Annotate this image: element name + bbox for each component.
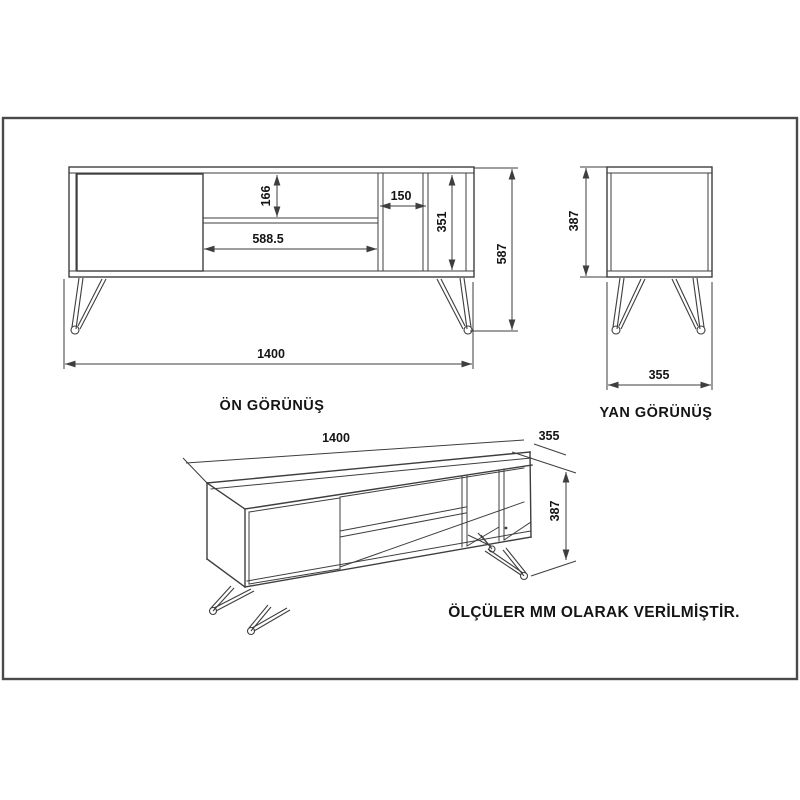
- cam-hole-mark: [505, 527, 508, 530]
- dim-perspective-depth: 355: [538, 429, 560, 443]
- dim-front-inner-height: 351: [435, 211, 449, 233]
- dim-perspective-body-height: 387: [548, 500, 562, 522]
- dim-front-total-height: 587: [495, 243, 509, 265]
- dim-side-depth: 355: [648, 368, 670, 382]
- side-view-title: YAN GÖRÜNÜŞ: [599, 405, 713, 421]
- dim-front-total-width: 1400: [257, 347, 285, 361]
- dim-side-body-height: 387: [567, 210, 581, 232]
- dim-front-niche-width: 150: [390, 189, 412, 203]
- dim-front-opening-width: 588.5: [252, 232, 284, 246]
- dim-front-shelf-height: 166: [259, 185, 273, 207]
- dim-perspective-width: 1400: [322, 431, 350, 445]
- front-view-title: ÖN GÖRÜNÜŞ: [219, 398, 325, 414]
- units-note: ÖLÇÜLER MM OLARAK VERİLMİŞTİR.: [448, 604, 740, 621]
